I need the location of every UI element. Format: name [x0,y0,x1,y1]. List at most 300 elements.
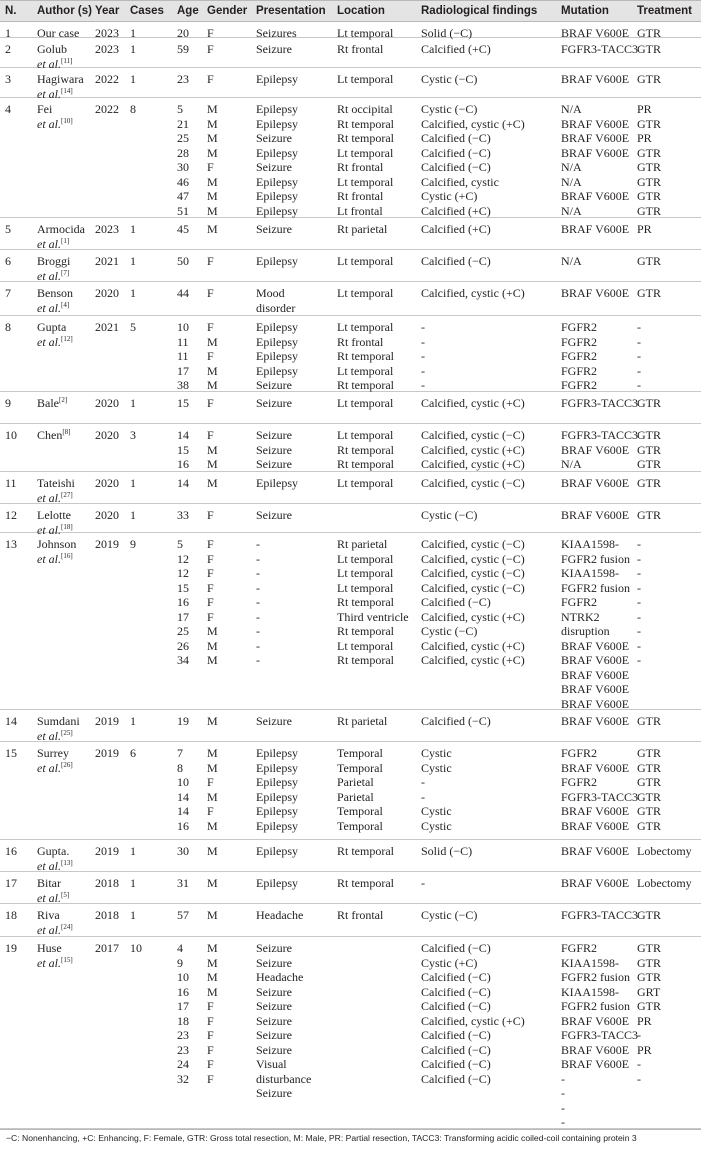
table-row [0,316,701,392]
gender-line: M [207,653,218,667]
presentation-line: - [256,624,260,638]
presentation-line: Epilepsy [256,320,298,334]
age-line: 51 [177,203,189,218]
author-text: et al. [37,490,61,505]
treatment-line: GRT [637,984,661,999]
cell-mutation [561,537,630,711]
location-line: Rt parietal [337,714,388,728]
location-line: Rt temporal [337,595,394,609]
gender-line: M [207,714,218,728]
cell-location [337,320,394,393]
row-number: 1 [5,26,11,40]
cases-value: 1 [130,254,136,268]
radiology-line: Calcified, cystic (−C) [421,428,525,442]
mutation-line: BRAF V600E [561,145,630,160]
location-line: Lt temporal [337,363,394,378]
cases-value: 3 [130,428,136,442]
mutation-line: - [561,1100,565,1115]
location-line: Lt temporal [337,476,394,490]
age-line: 10 [177,775,189,789]
mutation-line: FGFR3-TACC3 [561,428,639,442]
age-line: 46 [177,174,189,189]
cell-location [337,844,394,859]
row-number: 2 [5,42,11,56]
age-line: 11 [177,349,189,363]
cases-value: 1 [130,476,136,490]
gender-line: M [207,174,218,189]
reference-marker: [8] [62,428,71,436]
mutation-line: FGFR2 [561,941,598,955]
author-line [37,729,80,744]
cell-location [337,222,387,237]
cell-mutation [561,72,629,87]
cell-presentation [256,941,311,1101]
age-line: 28 [177,145,189,160]
presentation-line: - [256,638,260,653]
cases-value: 1 [130,222,136,236]
col-header-gender: Gender [207,5,248,17]
location-line: Rt temporal [337,844,394,858]
row-number: 7 [5,286,11,300]
author-line [37,552,76,567]
cell-mutation [561,286,629,301]
cases-value: 1 [130,26,136,40]
cell-n [5,844,17,859]
cell-year [95,508,119,523]
radiology-line: Calcified (−C) [421,1042,491,1057]
reference-marker: [24] [61,922,73,931]
col-header-cases: Cases [130,5,164,17]
treatment-line: GTR [637,203,661,218]
mutation-line: BRAF V600E [561,696,630,711]
author-line [37,335,73,350]
reference-marker: [2] [59,396,68,404]
mutation-line: BRAF V600E [561,760,630,775]
gender-line: M [207,818,218,833]
presentation-line: Epilepsy [256,102,298,116]
location-line: Lt temporal [337,254,394,268]
author-text: et al. [37,955,61,970]
cell-presentation [256,72,298,87]
author-text: et al. [37,86,61,101]
presentation-line: Epilepsy [256,145,298,160]
cell-gender [207,876,218,891]
author-text: Tateishi [37,476,75,490]
mutation-line: FGFR2 fusion [561,970,631,984]
presentation-line: disturbance [256,1071,312,1086]
mutation-line: FGFR2 [561,320,598,334]
treatment-line: GTR [637,145,661,160]
cell-treatment [637,396,661,411]
cases-value: 1 [130,286,136,300]
treatment-line: - [637,334,641,349]
row-number: 5 [5,222,11,236]
cell-year [95,254,119,269]
cell-presentation [256,537,260,668]
radiology-line: Calcified, cystic (−C) [421,580,525,595]
presentation-line: Epilepsy [256,72,298,86]
presentation-line: Seizure [256,941,292,955]
radiology-line: Calcified (+C) [421,203,491,218]
cell-author [37,876,69,905]
row-number: 9 [5,396,11,410]
gender-line: F [207,1013,214,1028]
cell-mutation [561,908,638,923]
presentation-line: Epilepsy [256,789,298,804]
presentation-line: - [256,566,260,580]
cases-value: 1 [130,72,136,86]
age-line: 26 [177,638,189,653]
cell-author [37,746,73,775]
author-line [37,102,73,117]
treatment-line: GTR [637,457,661,471]
row-number: 14 [5,714,17,728]
radiology-line: Calcified (+C) [421,222,491,236]
age-line: 57 [177,908,189,922]
cell-radiology [421,537,525,668]
mutation-line: BRAF V600E [561,667,630,682]
location-line: Rt frontal [337,334,384,349]
presentation-line: Epilepsy [256,818,298,833]
cell-mutation [561,222,629,237]
row-number: 13 [5,537,17,551]
cell-n [5,876,17,891]
gender-line: M [207,131,218,145]
cell-gender [207,286,214,301]
cell-year [95,876,119,891]
author-line [37,42,72,57]
radiology-line: Cystic [421,804,452,818]
cases-value: 1 [130,508,136,522]
gender-line: F [207,595,214,609]
gender-line: F [207,1071,214,1086]
author-text: Sumdani [37,714,80,728]
cell-radiology [421,428,525,472]
author-text: et al. [37,922,61,937]
radiology-line: - [421,775,425,789]
cell-cases [130,908,136,923]
treatment-line: GTR [637,160,661,174]
cell-cases [130,222,136,237]
cell-author [37,72,84,101]
presentation-line: Seizure [256,955,292,970]
cell-presentation [256,42,292,57]
cell-year [95,396,119,411]
cell-age [177,746,189,833]
cell-author [37,941,73,970]
cell-age [177,72,189,87]
author-text: et al. [37,760,61,775]
mutation-line: N/A [561,102,582,116]
cell-cases [130,72,136,87]
treatment-line: - [637,638,641,653]
radiology-line: Calcified, cystic (+C) [421,1013,525,1028]
gender-line: F [207,609,214,624]
location-line: Lt temporal [337,72,394,86]
mutation-line: FGFR2 [561,349,598,363]
cell-treatment [637,254,661,269]
mutation-line: KIAA1598- [561,566,619,580]
gender-line: M [207,970,218,984]
gender-line: M [207,457,218,471]
cell-radiology [421,222,491,237]
cell-n [5,428,17,443]
mutation-line: FGFR2 [561,595,598,609]
location-line: Rt temporal [337,131,394,145]
treatment-line: GTR [637,396,661,410]
radiology-line: Calcified (−C) [421,595,491,609]
radiology-line: Calcified (−C) [421,1028,491,1042]
cell-gender [207,428,218,472]
mutation-line: N/A [561,160,582,174]
cell-mutation [561,508,629,523]
presentation-line: Seizure [256,508,292,522]
mutation-line: BRAF V600E [561,638,630,653]
author-line [37,508,73,523]
col-header-location: Location [337,5,385,17]
location-line: Rt frontal [337,189,384,203]
cell-cases [130,42,136,57]
age-line: 17 [177,363,189,378]
row-number: 11 [5,476,17,490]
mutation-line: FGFR3-TACC3 [561,789,639,804]
cell-age [177,254,189,269]
location-line: Lt temporal [337,638,394,653]
location-line: Parietal [337,775,374,789]
year-value: 2020 [95,508,119,522]
age-line: 17 [177,999,189,1013]
cell-n [5,714,17,729]
reference-marker: [4] [61,300,70,309]
radiology-line: Cystic (+C) [421,955,478,970]
mutation-line: disruption [561,624,610,638]
author-text: Gupta [37,320,67,334]
cell-mutation [561,102,629,218]
row-number: 15 [5,746,17,760]
presentation-line: Seizure [256,42,292,56]
presentation-line: Epilepsy [256,203,298,218]
treatment-line: - [637,378,641,392]
cell-presentation [256,222,292,237]
radiology-line: Calcified (−C) [421,714,491,728]
age-line: 33 [177,508,189,522]
radiology-line: Cystic [421,818,452,833]
cell-presentation [256,714,292,729]
gender-line: F [207,1057,214,1071]
gender-line: M [207,941,218,955]
cell-location [337,254,393,269]
treatment-line: - [637,363,641,378]
presentation-line: Epilepsy [256,254,298,268]
col-header-treatment: Treatment [637,5,692,17]
row-number: 6 [5,254,11,268]
location-line: Lt temporal [337,286,394,300]
mutation-line: BRAF V600E [561,818,630,833]
location-line: Rt parietal [337,537,388,551]
cell-age [177,908,189,923]
cell-author [37,286,73,315]
radiology-line: Calcified, cystic (−C) [421,476,525,490]
gender-line: F [207,804,214,818]
treatment-line: - [637,566,641,580]
location-line: Rt temporal [337,653,394,667]
gender-line: M [207,363,218,378]
mutation-line: - [561,1071,565,1086]
author-line [37,844,73,859]
age-line: 18 [177,1013,189,1028]
age-line: 5 [177,537,183,551]
presentation-line: Seizure [256,131,292,145]
age-line: 30 [177,844,189,858]
treatment-line: GTR [637,908,661,922]
author-text: Bale [37,396,59,410]
cell-treatment [637,876,692,891]
location-line: Lt temporal [337,26,394,40]
table-row [0,904,701,937]
year-value: 2020 [95,286,119,300]
author-text: Armocida [37,222,85,236]
cell-mutation [561,42,638,57]
gender-line: F [207,1028,214,1042]
gender-line: F [207,160,214,174]
cell-cases [130,714,136,729]
location-line: Temporal [337,818,383,833]
cell-location [337,876,394,891]
treatment-line: GTR [637,999,661,1013]
radiology-line: Calcified, cystic (+C) [421,116,525,131]
reference-marker: [11] [61,56,73,65]
author-line [37,891,69,906]
cell-age [177,102,189,218]
gender-line: M [207,116,218,131]
age-line: 25 [177,131,189,145]
mutation-line: FGFR2 [561,334,598,349]
gender-line: F [207,26,214,40]
cell-location [337,42,383,57]
presentation-line: disorder [256,300,296,315]
mutation-line: FGFR2 [561,378,598,392]
table-row [0,218,701,250]
presentation-line: Epilepsy [256,760,298,775]
table-row [0,250,701,282]
cell-gender [207,941,218,1086]
age-line: 23 [177,72,189,86]
cases-value: 5 [130,320,136,334]
cell-treatment [637,908,661,923]
cell-author [37,714,80,743]
cell-cases [130,844,136,859]
cell-cases [130,476,136,491]
cell-age [177,42,189,57]
radiology-line: Cystic (−C) [421,508,478,522]
treatment-line: GTR [637,760,661,775]
treatment-line: GTR [637,941,661,955]
age-line: 16 [177,818,189,833]
gender-line: F [207,775,214,789]
cell-n [5,320,11,335]
mutation-line: BRAF V600E [561,189,630,203]
author-line [37,876,69,891]
presentation-line: Epilepsy [256,775,298,789]
age-line: 10 [177,970,189,984]
presentation-line: Headache [256,908,304,922]
location-line: Third ventricle [337,609,409,624]
age-line: 7 [177,746,183,760]
cell-treatment [637,941,661,1086]
author-line [37,923,73,938]
presentation-line: Epilepsy [256,476,298,490]
age-line: 25 [177,624,189,638]
cases-value: 9 [130,537,136,551]
presentation-line: - [256,595,260,609]
author-line [37,72,84,87]
cell-author [37,396,67,411]
gender-line: M [207,203,218,218]
radiology-line: Calcified (−C) [421,941,491,955]
cell-year [95,537,119,552]
year-value: 2019 [95,746,119,760]
age-line: 23 [177,1028,189,1042]
table-row [0,472,701,504]
cell-mutation [561,746,638,833]
cell-gender [207,476,218,491]
treatment-line: Lobectomy [637,844,692,858]
cell-cases [130,876,136,891]
radiology-line: Cystic [421,760,452,775]
age-line: 32 [177,1071,189,1086]
treatment-line: - [637,609,641,624]
treatment-line: - [637,1028,641,1042]
cell-year [95,42,119,57]
cell-gender [207,844,218,859]
mutation-line: BRAF V600E [561,508,630,522]
table-row [0,504,701,537]
location-line: Lt temporal [337,145,394,160]
age-line: 16 [177,595,189,609]
radiology-line: Calcified, cystic (−C) [421,537,525,551]
cell-author [37,908,73,937]
age-line: 14 [177,476,189,490]
mutation-line: BRAF V600E [561,1057,630,1071]
cell-radiology [421,320,425,393]
cell-treatment [637,844,692,859]
treatment-line: GTR [637,789,661,804]
cell-n [5,476,17,491]
cell-mutation [561,876,629,891]
cell-presentation [256,746,298,833]
location-line: Lt temporal [337,580,394,595]
gender-line: M [207,908,218,922]
age-line: 11 [177,334,189,349]
presentation-line: Seizure [256,1042,292,1057]
mutation-line: FGFR3-TACC3 [561,908,639,922]
cell-presentation [256,286,295,315]
author-text: et al. [37,268,61,283]
cell-n [5,286,11,301]
cell-n [5,396,11,411]
reference-marker: [7] [61,268,70,277]
cell-treatment [637,102,661,218]
presentation-line: Seizures [256,26,297,40]
age-line: 24 [177,1057,189,1071]
cell-presentation [256,428,292,472]
row-number: 17 [5,876,17,890]
cell-location [337,746,383,833]
gender-line: M [207,189,218,203]
radiology-line: Cystic (−C) [421,72,478,86]
author-text: et al. [37,56,61,71]
cell-gender [207,254,214,269]
